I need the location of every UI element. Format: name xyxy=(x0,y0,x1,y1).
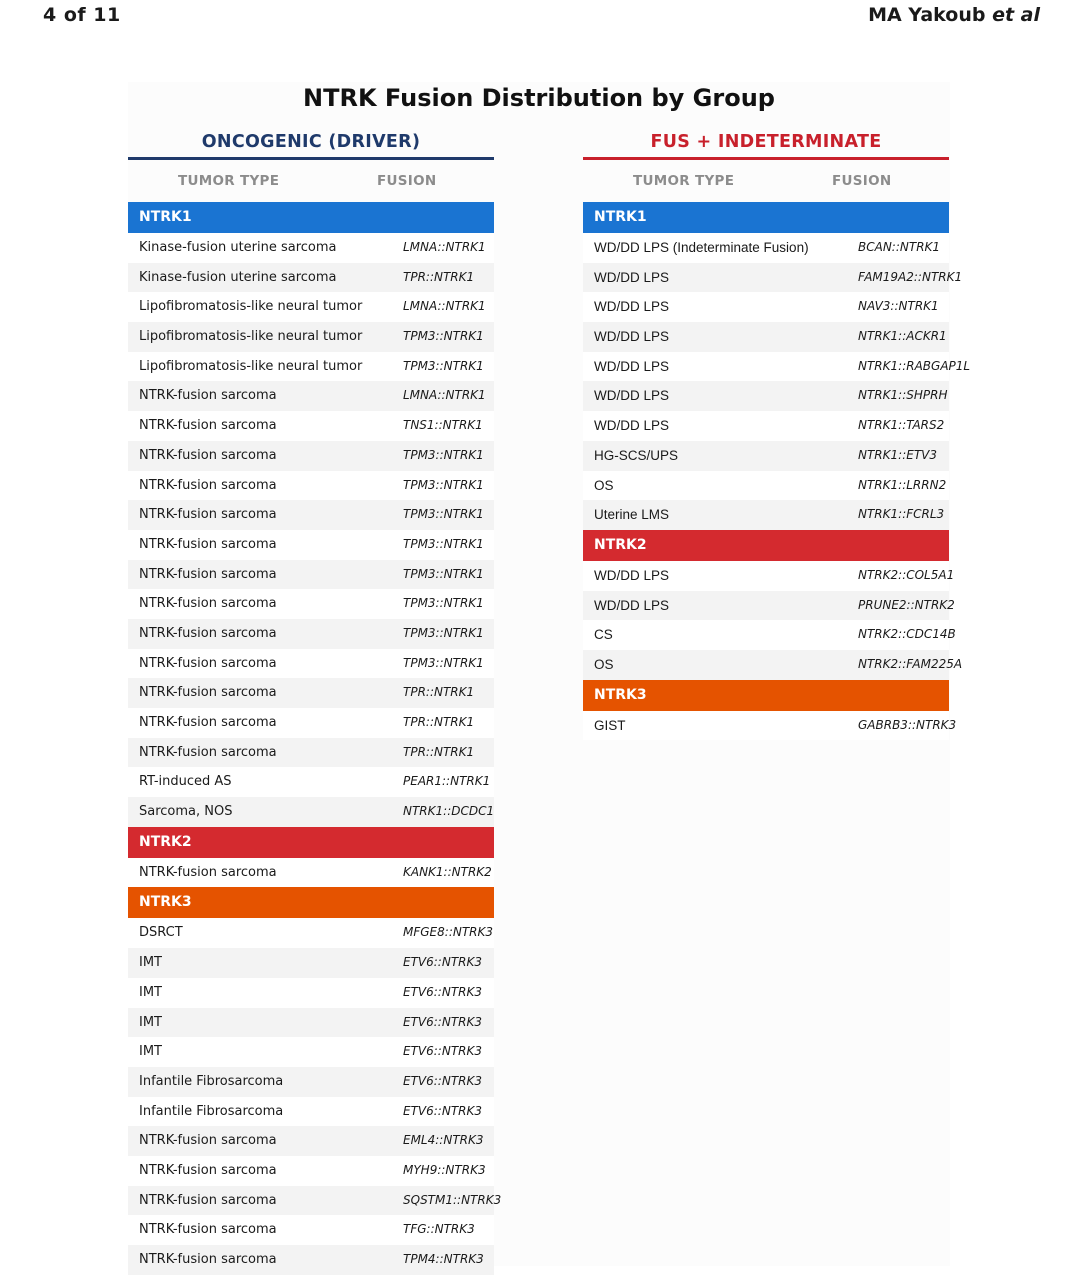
table-row xyxy=(583,381,949,411)
tumor-type-cell: WD/DD LPS xyxy=(594,269,670,285)
tumor-type-cell: NTRK-fusion sarcoma xyxy=(139,536,277,552)
tumor-type-cell: NTRK-fusion sarcoma xyxy=(139,685,277,701)
table-row xyxy=(128,1097,494,1127)
fusion-cell: EML4::NTRK3 xyxy=(403,1133,484,1148)
table-row xyxy=(128,292,494,322)
tumor-type-cell: Infantile Fibrosarcoma xyxy=(139,1103,284,1119)
tumor-type-cell: IMT xyxy=(139,1044,162,1060)
fusion-cell: ETV6::NTRK3 xyxy=(403,955,482,970)
tumor-type-cell: NTRK-fusion sarcoma xyxy=(139,655,277,671)
tumor-type-cell: HG-SCS/UPS xyxy=(594,447,679,463)
table-row xyxy=(128,352,494,382)
fusion-cell: ETV6::NTRK3 xyxy=(403,1044,482,1059)
tumor-type-cell: IMT xyxy=(139,984,162,1000)
column-header-fusion: FUSION xyxy=(377,173,437,189)
table-row xyxy=(128,411,494,441)
table-row xyxy=(583,561,955,591)
tumor-type-cell: NTRK-fusion sarcoma xyxy=(139,1222,277,1238)
fusion-cell: LMNA::NTRK1 xyxy=(403,388,486,403)
table-row xyxy=(128,767,494,797)
table-row xyxy=(128,918,494,948)
panel-fus-indeterminate xyxy=(583,128,971,740)
table-row xyxy=(128,1067,494,1097)
column-header-fusion: FUSION xyxy=(832,173,892,189)
table-row xyxy=(128,1186,502,1216)
table-row xyxy=(583,591,955,621)
figure xyxy=(128,82,971,1267)
table-row xyxy=(128,978,494,1008)
column-headers xyxy=(128,160,494,200)
table-row xyxy=(583,233,949,263)
tumor-type-cell: WD/DD LPS xyxy=(594,418,670,434)
group-header-ntrk2: NTRK2 xyxy=(128,827,494,858)
tumor-type-cell: Kinase-fusion uterine sarcoma xyxy=(139,269,337,285)
tumor-type-cell: NTRK-fusion sarcoma xyxy=(139,715,277,730)
fusion-cell: FAM19A2::NTRK1 xyxy=(858,269,963,284)
table-row xyxy=(128,441,494,471)
tumor-type-cell: WD/DD LPS xyxy=(594,329,670,345)
fusion-cell: NTRK1::RABGAP1L xyxy=(858,358,971,373)
group-header-ntrk2: NTRK2 xyxy=(583,530,949,561)
fusion-cell: TPM3::NTRK1 xyxy=(403,596,484,611)
tumor-type-cell: GIST xyxy=(594,717,626,733)
tumor-type-cell: NTRK-fusion sarcoma xyxy=(139,1133,277,1149)
table-row xyxy=(128,708,494,738)
tumor-type-cell: Uterine LMS xyxy=(594,507,670,523)
tumor-type-cell: NTRK-fusion sarcoma xyxy=(139,625,277,641)
group-header-ntrk1: NTRK1 xyxy=(128,202,494,233)
table-row xyxy=(583,352,971,382)
author-etal: et al xyxy=(992,4,1040,26)
fusion-cell: PRUNE2::NTRK2 xyxy=(858,597,955,612)
group-rows xyxy=(128,233,494,827)
fusion-cell: GABRB3::NTRK3 xyxy=(858,717,957,732)
table-row xyxy=(128,649,494,679)
fusion-table xyxy=(128,202,502,1275)
column-header-tumor-type: TUMOR TYPE xyxy=(178,173,280,189)
table-row xyxy=(583,620,956,650)
table-row xyxy=(583,292,949,322)
fusion-cell: TPM3::NTRK1 xyxy=(403,358,484,373)
tumor-type-cell: NTRK-fusion sarcoma xyxy=(139,1192,277,1208)
table-row xyxy=(583,650,963,680)
tumor-type-cell: Sarcoma, NOS xyxy=(139,804,233,820)
tumor-type-cell: NTRK-fusion sarcoma xyxy=(139,864,277,880)
running-head-authors xyxy=(868,4,1040,26)
tumor-type-cell: OS xyxy=(594,477,614,493)
fusion-cell: MYH9::NTRK3 xyxy=(403,1162,486,1177)
page-header xyxy=(0,4,1080,30)
tumor-type-cell: NTRK-fusion sarcoma xyxy=(139,418,277,434)
fusion-cell: TPM4::NTRK3 xyxy=(403,1252,484,1266)
tumor-type-cell: Lipofibromatosis-like neural tumor xyxy=(139,329,363,345)
figure-title: NTRK Fusion Distribution by Group xyxy=(303,84,775,112)
tumor-type-cell: RT-induced AS xyxy=(139,774,232,790)
tumor-type-cell: DSRCT xyxy=(139,925,183,941)
tumor-type-cell: Infantile Fibrosarcoma xyxy=(139,1073,284,1089)
table-row xyxy=(128,589,494,619)
tumor-type-cell: WD/DD LPS (Indeterminate Fusion) xyxy=(594,240,809,255)
table-row xyxy=(128,322,494,352)
panel-heading: ONCOGENIC (DRIVER) xyxy=(201,132,421,152)
fusion-table xyxy=(583,202,971,740)
fusion-cell: NTRK1::DCDC1 xyxy=(403,804,495,819)
tumor-type-cell: Kinase-fusion uterine sarcoma xyxy=(139,240,337,255)
fusion-cell: ETV6::NTRK3 xyxy=(403,984,482,999)
table-row xyxy=(583,263,963,293)
fusion-cell: NTRK1::TARS2 xyxy=(858,418,945,433)
table-row xyxy=(128,858,494,888)
fusion-cell: NTRK2::FAM225A xyxy=(858,656,963,671)
tumor-type-cell: WD/DD LPS xyxy=(594,567,670,583)
table-row xyxy=(128,1215,494,1245)
group-rows xyxy=(583,711,957,741)
tumor-type-cell: WD/DD LPS xyxy=(594,358,670,374)
table-row xyxy=(128,619,494,649)
table-row xyxy=(583,411,949,441)
panel-heading: FUS + INDETERMINATE xyxy=(650,132,882,152)
table-row xyxy=(128,381,494,411)
tumor-type-cell: NTRK-fusion sarcoma xyxy=(139,477,277,493)
fusion-cell: KANK1::NTRK2 xyxy=(403,864,492,879)
fusion-cell: NTRK1::ETV3 xyxy=(858,447,937,462)
table-row xyxy=(128,1037,494,1067)
tumor-type-cell: NTRK-fusion sarcoma xyxy=(139,388,277,404)
fusion-cell: NTRK1::FCRL3 xyxy=(858,507,945,522)
table-row xyxy=(128,797,494,827)
group-header-ntrk3: NTRK3 xyxy=(128,887,494,918)
fusion-cell: TPR::NTRK1 xyxy=(403,744,475,759)
table-row xyxy=(128,233,494,263)
fusion-cell: NTRK1::ACKR1 xyxy=(858,329,947,344)
fusion-cell: PEAR1::NTRK1 xyxy=(403,774,491,789)
fusion-cell: TPR::NTRK1 xyxy=(403,269,475,284)
fusion-cell: TPR::NTRK1 xyxy=(403,715,475,729)
table-row xyxy=(583,322,949,352)
tumor-type-cell: NTRK-fusion sarcoma xyxy=(139,447,277,463)
fusion-cell: TFG::NTRK3 xyxy=(403,1222,475,1237)
fusion-cell: NTRK2::CDC14B xyxy=(858,627,956,642)
tumor-type-cell: WD/DD LPS xyxy=(594,597,670,613)
table-row xyxy=(128,560,494,590)
fusion-cell: TPM3::NTRK1 xyxy=(403,507,484,522)
fusion-cell: NTRK1::SHPRH xyxy=(858,388,948,403)
table-row xyxy=(128,948,494,978)
tumor-type-cell: NTRK-fusion sarcoma xyxy=(139,507,277,523)
tumor-type-cell: NTRK-fusion sarcoma xyxy=(139,596,277,612)
table-row xyxy=(128,471,494,501)
fusion-cell: SQSTM1::NTRK3 xyxy=(403,1192,502,1207)
tumor-type-cell: NTRK-fusion sarcoma xyxy=(139,566,277,582)
group-rows xyxy=(583,561,963,680)
fusion-cell: MFGE8::NTRK3 xyxy=(403,925,494,940)
table-row xyxy=(583,711,957,741)
group-rows xyxy=(128,858,494,888)
table-row xyxy=(583,471,949,501)
fusion-cell: TPM3::NTRK1 xyxy=(403,329,484,344)
fusion-cell: NAV3::NTRK1 xyxy=(858,299,939,314)
fusion-cell: BCAN::NTRK1 xyxy=(858,240,941,254)
table-row xyxy=(128,1156,494,1186)
fusion-cell: NTRK2::COL5A1 xyxy=(858,567,955,582)
group-rows xyxy=(128,918,502,1274)
table-row xyxy=(128,678,494,708)
tumor-type-cell: Lipofibromatosis-like neural tumor xyxy=(139,358,363,374)
fusion-cell: TPM3::NTRK1 xyxy=(403,625,484,640)
table-row xyxy=(128,500,494,530)
tumor-type-cell: Lipofibromatosis-like neural tumor xyxy=(139,299,363,315)
tumor-type-cell: IMT xyxy=(139,1014,162,1030)
table-row xyxy=(128,1008,494,1038)
group-header-ntrk3: NTRK3 xyxy=(583,680,949,711)
table-row xyxy=(583,441,949,471)
table-row xyxy=(128,1126,494,1156)
column-header-tumor-type: TUMOR TYPE xyxy=(633,173,735,189)
fusion-cell: TPM3::NTRK1 xyxy=(403,566,484,581)
fusion-cell: TPM3::NTRK1 xyxy=(403,447,484,462)
tumor-type-cell: IMT xyxy=(139,955,162,971)
fusion-cell: TPR::NTRK1 xyxy=(403,685,475,700)
tumor-type-cell: NTRK-fusion sarcoma xyxy=(139,744,277,760)
fusion-cell: TPM3::NTRK1 xyxy=(403,477,484,492)
fusion-cell: ETV6::NTRK3 xyxy=(403,1103,482,1118)
page-number: 4 of 11 xyxy=(43,4,121,26)
fusion-cell: TPM3::NTRK1 xyxy=(403,655,484,670)
fusion-cell: LMNA::NTRK1 xyxy=(403,299,486,314)
fusion-cell: LMNA::NTRK1 xyxy=(403,240,486,254)
table-row xyxy=(128,263,494,293)
table-row xyxy=(583,500,949,530)
tumor-type-cell: NTRK-fusion sarcoma xyxy=(139,1162,277,1178)
fusion-cell: TPM3::NTRK1 xyxy=(403,536,484,551)
fusion-cell: ETV6::NTRK3 xyxy=(403,1014,482,1029)
group-header-ntrk1: NTRK1 xyxy=(583,202,949,233)
table-row xyxy=(128,530,494,560)
tumor-type-cell: WD/DD LPS xyxy=(594,299,670,315)
panel-oncogenic xyxy=(128,128,502,1275)
fusion-cell: TNS1::NTRK1 xyxy=(403,418,483,433)
fusion-cell: ETV6::NTRK3 xyxy=(403,1073,482,1088)
tumor-type-cell: OS xyxy=(594,656,614,672)
group-rows xyxy=(583,233,971,530)
column-headers xyxy=(583,160,949,200)
tumor-type-cell: CS xyxy=(594,627,613,643)
tumor-type-cell: WD/DD LPS xyxy=(594,388,670,404)
tumor-type-cell: NTRK-fusion sarcoma xyxy=(139,1252,277,1267)
table-row xyxy=(128,1245,494,1275)
author-name: MA Yakoub xyxy=(868,4,986,26)
table-row xyxy=(128,738,494,768)
fusion-cell: NTRK1::LRRN2 xyxy=(858,477,947,492)
